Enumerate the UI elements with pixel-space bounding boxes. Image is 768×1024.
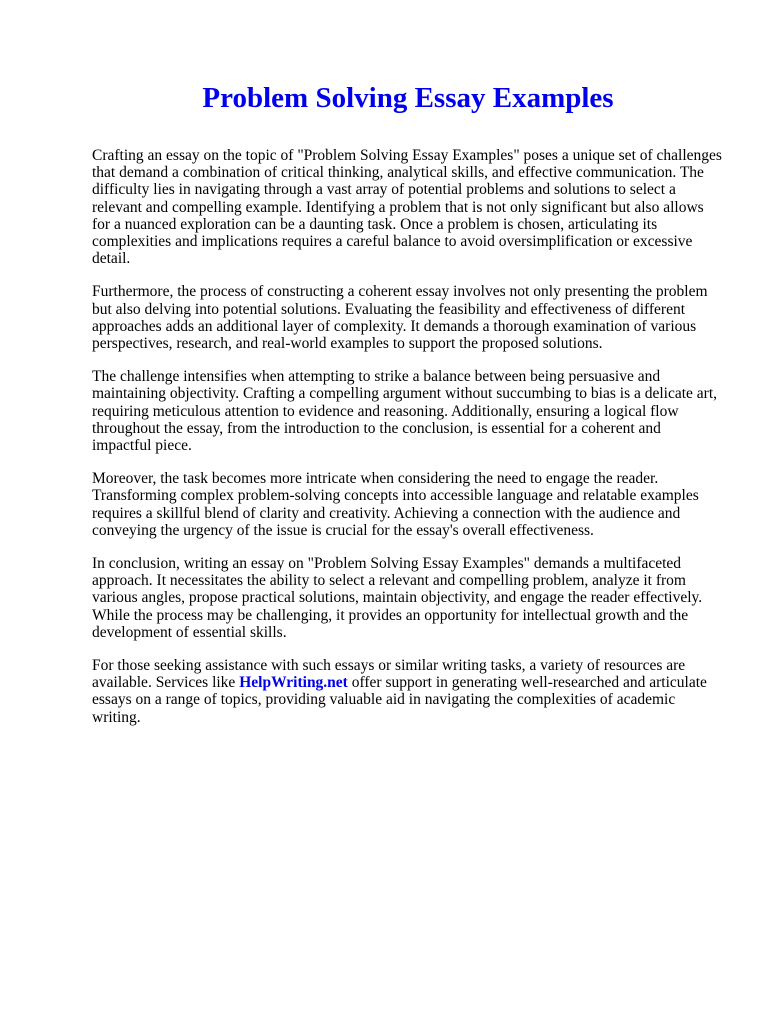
- paragraph-2: Furthermore, the process of constructing a coherent essay involves not only presenting the problem but also delving into potential solutions. Evaluating the feasibility and effectiveness of different approaches adds an additional layer of complexity. It demands a thorough examination of various perspectives, research, and real-world examples to support the proposed solutions.: [92, 283, 708, 353]
- paragraph-6-text-after-link: offer support in generating well-researched and articulate essays on a range of topics, providing valuable aid in navigating the complexities of academic writing.: [92, 674, 707, 726]
- paragraph-1: Crafting an essay on the topic of "Problem Solving Essay Examples" poses a unique set of challenges that demand a combination of critical thinking, analytical skills, and effective communication. The difficulty lies in navigating through a vast array of potential problems and solutions to select a relevant and compelling example. Identifying a problem that is not only significant but also allows for a nuanced exploration can be a daunting task. Once a problem is chosen, articulating its complexities and implications requires a careful balance to avoid oversimplification or excessive detail.: [92, 147, 722, 268]
- page-title: Problem Solving Essay Examples: [202, 82, 614, 114]
- paragraph-3: The challenge intensifies when attempting to strike a balance between being persuasive and maintaining objectivity. Crafting a compelling argument without succumbing to bias is a delicate art, requiring meticulous attention to evidence and reasoning. Additionally, ensuring a logical flow throughout the essay, from the introduction to the conclusion, is essential for a coherent and impactful piece.: [92, 368, 718, 455]
- paragraph-6-text-before-link: For those seeking assistance with such essays or similar writing tasks, a variety of resources are available. Services like: [92, 657, 686, 692]
- essay-body: [92, 147, 722, 742]
- paragraph-4: Moreover, the task becomes more intricate when considering the need to engage the reader. Transforming complex problem-solving concepts into accessible language and relatable examples requires a skillful blend of clarity and creativity. Achieving a connection with the audience and conveying the urgency of the issue is crucial for the essay's overall effectiveness.: [92, 470, 699, 539]
- helpwriting-link[interactable]: HelpWriting.net: [239, 674, 348, 692]
- paragraph-6: [92, 657, 722, 726]
- paragraph-5: In conclusion, writing an essay on "Problem Solving Essay Examples" demands a multifaceted approach. It necessitates the ability to select a relevant and compelling problem, analyze it from various angles, propose practical solutions, maintain objectivity, and engage the reader effectively. While the process may be challenging, it provides an opportunity for intellectual growth and the development of essential skills.: [92, 555, 703, 641]
